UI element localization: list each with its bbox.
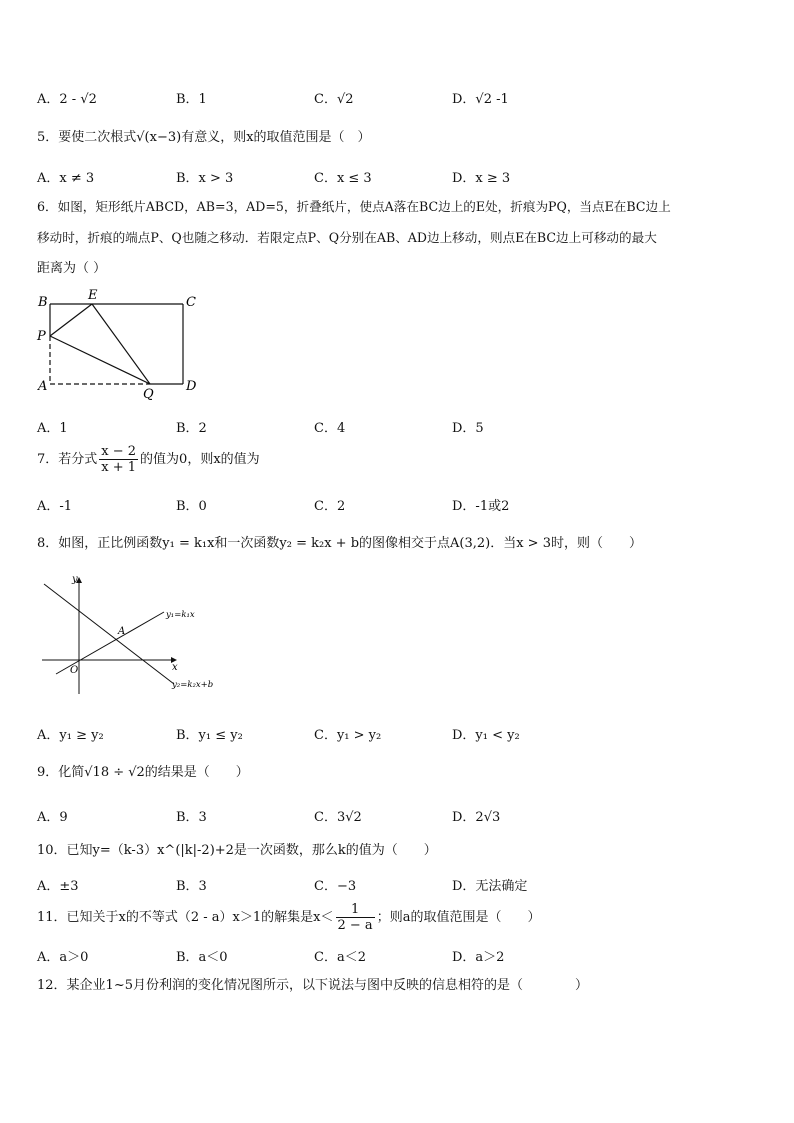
q10-option-c: C．−3	[314, 879, 357, 894]
q10-option-b: B．3	[176, 879, 207, 894]
q7-numerator: x − 2	[101, 444, 137, 459]
label-c: C	[186, 295, 196, 310]
q11-prefix: 11．已知关于x的不等式（2 - a）x＞1的解集是x＜	[37, 910, 334, 925]
q11-option-a: A．a＞0	[37, 950, 89, 965]
q5-option-b: B．x > 3	[176, 171, 234, 186]
q7-suffix: 的值为0，则x的值为	[140, 452, 260, 467]
q7-option-c: C．2	[314, 499, 346, 514]
q4-option-b: B．1	[176, 92, 207, 107]
q6-option-c: C．4	[314, 421, 346, 436]
line-y1-label: y₁=k₁x	[166, 610, 195, 620]
q8-option-a: A．y₁ ≥ y₂	[37, 728, 104, 743]
q7-stem	[37, 444, 260, 476]
q5-option-a: A．x ≠ 3	[37, 171, 95, 186]
q7-option-a: A．-1	[37, 499, 73, 514]
q4-option-a: A．2 - √2	[37, 92, 97, 107]
q9-option-c: C．3√2	[314, 810, 362, 825]
q4-option-c: C．√2	[314, 92, 354, 107]
q8-option-b: B．y₁ ≤ y₂	[176, 728, 243, 743]
q11-option-b: B．a＜0	[176, 950, 228, 965]
point-a-label: A	[118, 626, 126, 637]
q10-stem: 10．已知y=（k-3）x^(|k|-2)+2是一次函数，那么k的值为（ ）	[37, 843, 437, 858]
q6-line-1: 6．如图，矩形纸片ABCD，AB=3，AD=5，折叠纸片，使点A落在BC边上的E处，折痕为PQ，当点E在BC边上	[37, 199, 671, 214]
label-a: A	[38, 379, 48, 394]
q9-option-d: D．2√3	[452, 810, 501, 825]
origin-label: O	[70, 665, 79, 676]
q7-fraction	[99, 444, 138, 475]
y-axis-label: y	[72, 574, 78, 585]
q11-fraction	[336, 902, 375, 933]
q6-rectangle-figure	[30, 288, 210, 403]
q5-option-c: C．x ≤ 3	[314, 171, 372, 186]
line-y2-label: y₂=k₂x+b	[172, 680, 214, 690]
q11-option-c: C．a＜2	[314, 950, 366, 965]
q12-stem: 12．某企业1~5月份利润的变化情况图所示，以下说法与图中反映的信息相符的是（ ）	[37, 978, 588, 993]
q9-option-a: A．9	[37, 810, 68, 825]
q11-suffix: ；则a的取值范围是（ ）	[376, 910, 541, 925]
q7-denominator: x + 1	[101, 460, 137, 475]
q8-function-graph	[36, 572, 236, 697]
q10-option-d: D．无法确定	[452, 879, 528, 894]
label-p: P	[37, 329, 46, 344]
q6-option-b: B．2	[176, 421, 207, 436]
q8-stem: 8．如图，正比例函数y₁ = k₁x和一次函数y₂ = k₂x + b的图像相交于点A(3,2)．当x > 3时，则（ ）	[37, 536, 642, 551]
label-b: B	[38, 295, 48, 310]
q4-option-d: D．√2 -1	[452, 92, 509, 107]
segment-pe	[50, 304, 92, 336]
q11-numerator: 1	[336, 902, 375, 918]
q8-option-d: D．y₁ < y₂	[452, 728, 520, 743]
label-d: D	[186, 379, 197, 394]
q11-stem	[37, 902, 540, 934]
q11-denominator: 2 − a	[337, 918, 373, 933]
q6-option-d: D．5	[452, 421, 484, 436]
q8-option-c: C．y₁ > y₂	[314, 728, 382, 743]
label-e: E	[88, 288, 98, 303]
q7-option-b: B．0	[176, 499, 207, 514]
q6-option-a: A．1	[37, 421, 68, 436]
label-q: Q	[143, 387, 154, 402]
line-y2	[44, 584, 174, 684]
q9-stem: 9．化简√18 ÷ √2的结果是（ ）	[37, 765, 249, 780]
segment-pq	[50, 336, 150, 384]
q5-stem: 5．要使二次根式√(x−3)有意义，则x的取值范围是（ ）	[37, 130, 371, 145]
q5-option-d: D．x ≥ 3	[452, 171, 511, 186]
segment-eq	[92, 304, 150, 384]
x-axis-label: x	[172, 662, 178, 673]
q9-option-b: B．3	[176, 810, 207, 825]
q11-option-d: D．a＞2	[452, 950, 505, 965]
q10-option-a: A．±3	[37, 879, 79, 894]
q6-line-2: 移动时，折痕的端点P、Q也随之移动．若限定点P、Q分别在AB、AD边上移动，则点E在BC边上可移动的最大	[37, 230, 657, 245]
q7-prefix: 7．若分式	[37, 452, 98, 467]
q7-option-d: D．-1或2	[452, 499, 510, 514]
q6-line-3: 距离为（ ）	[37, 261, 107, 276]
